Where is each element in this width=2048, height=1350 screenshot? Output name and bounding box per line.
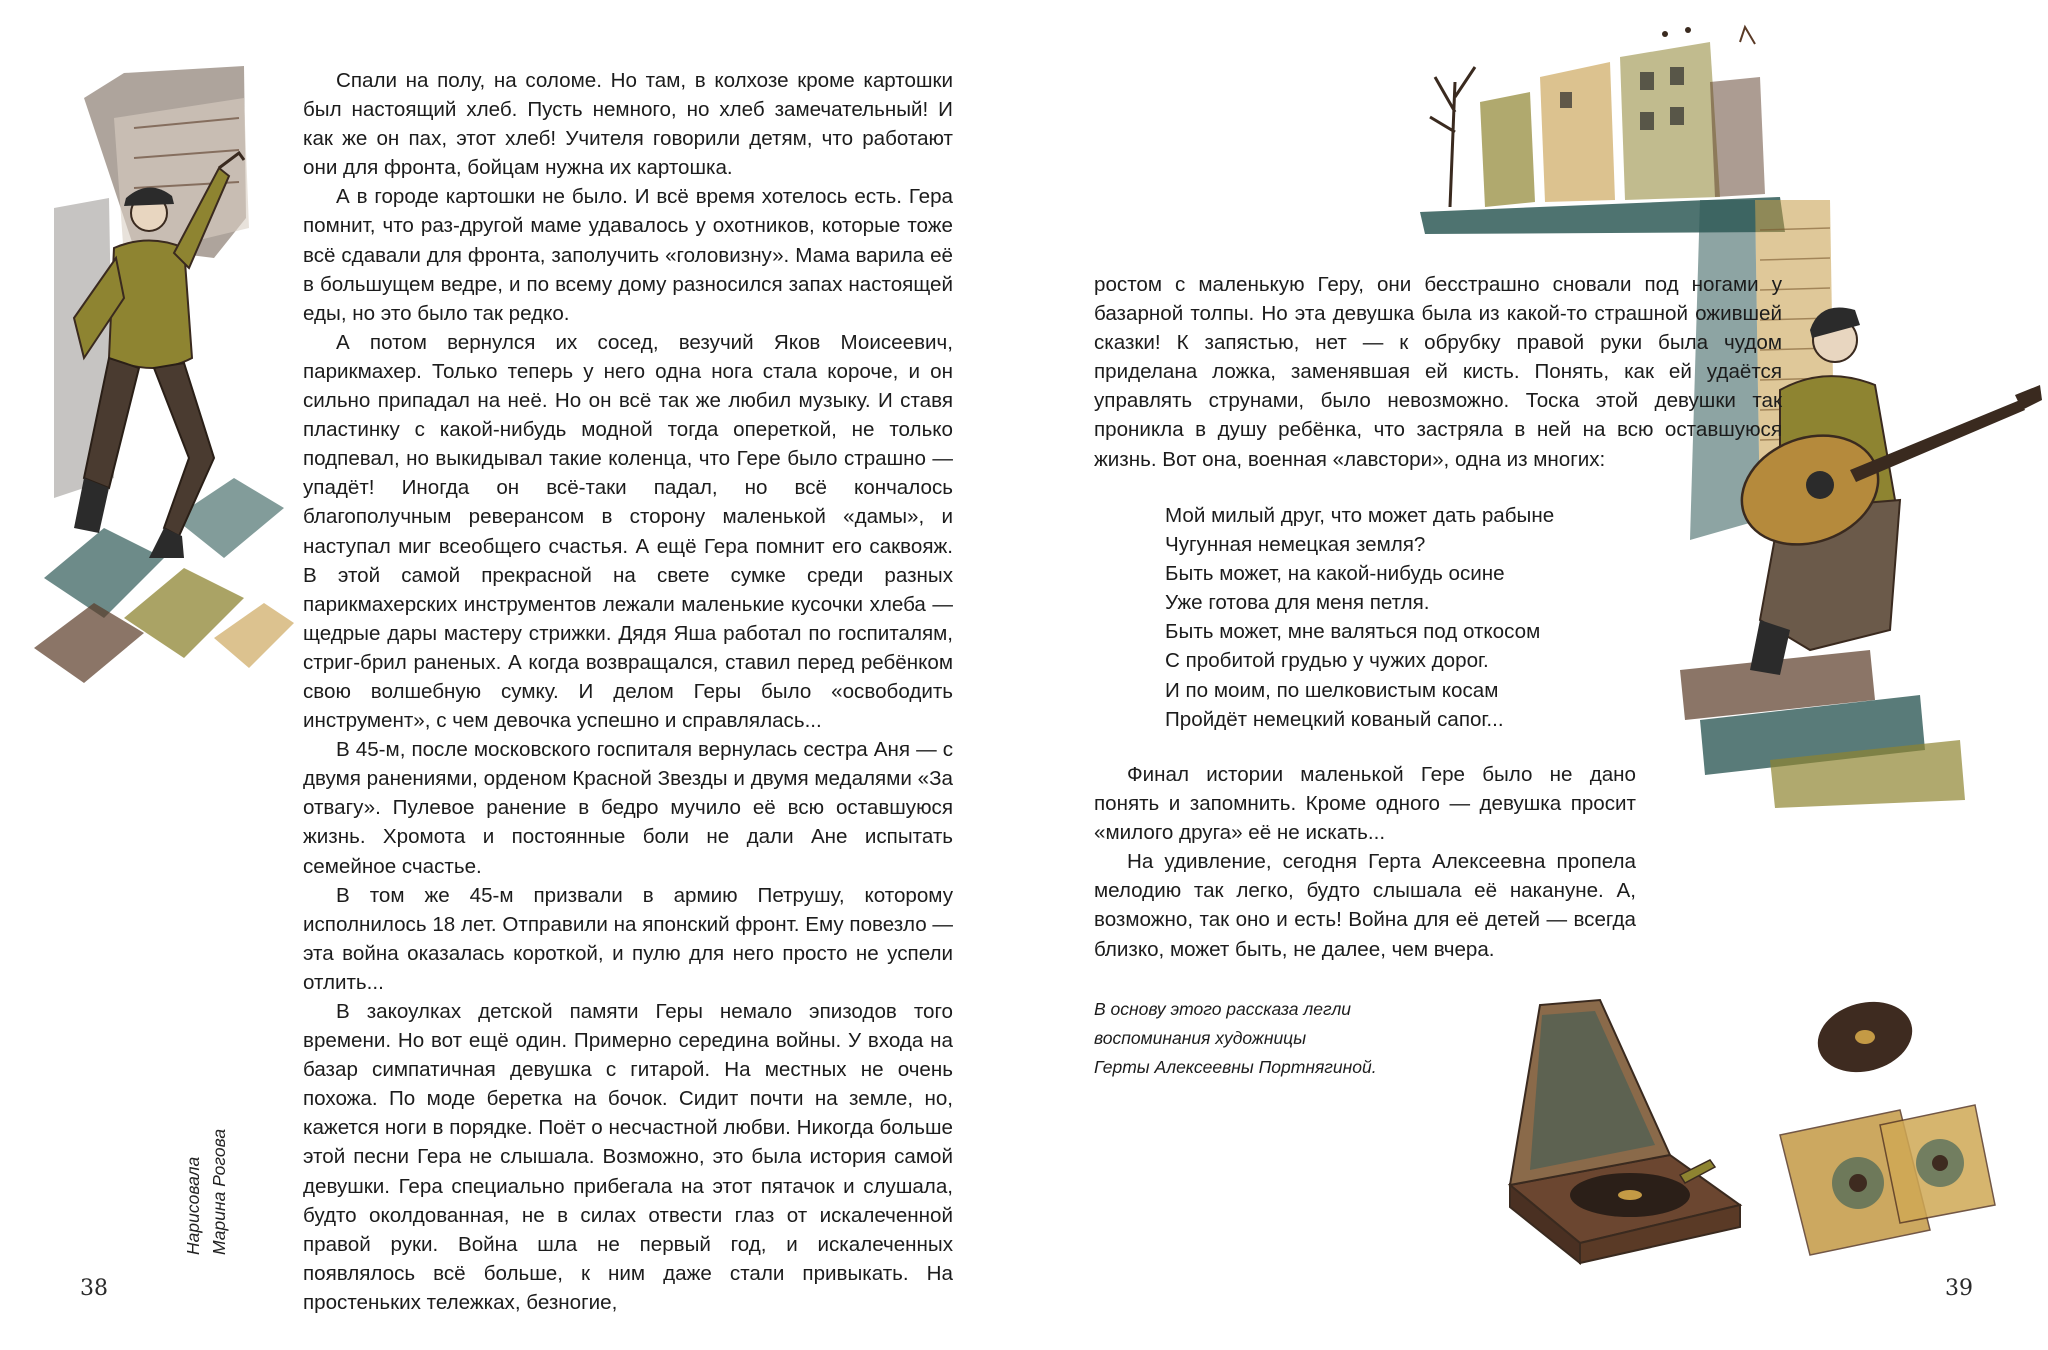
- finale-text: [1094, 760, 1636, 964]
- paragraph: ростом с маленькую Геру, они бесстрашно сновали под ногами у базарной толпы. Но эта девушка была из какой-то страшной ожившей сказки! К запястью, нет — к обрубку правой руки была чудом приделана ложка, заменявшая ей кисть. Понять, как ей удаётся управлять струнами, было невозможно. Тоска этой девушки так проникла в душу ребёнка, что застряла в ней на всю оставшуюся жизнь. Вот она, военная «лавстори», одна из многих:: [1094, 273, 1782, 471]
- poem-line: Чугунная немецкая земля?: [1165, 533, 1426, 557]
- poem-line: Быть может, мне валяться под откосом: [1165, 620, 1541, 644]
- paragraph: На удивление, сегодня Герта Алексеевна пропела мелодию так легко, будто слышала её накануне. А, возможно, так оно и есть! Война для её детей — всегда близко, может быть, не далее, чем вчера.: [1094, 850, 1636, 961]
- paragraph: В 45-м, после московского госпиталя вернулась сестра Аня — с двумя ранениями, орденом Красной Звезды и двумя медалями «За отвагу». Пулевое ранение в бедро мучило её всю оставшуюся жизнь. Хромота и постоянные боли не дали Ане испытать семейное счастье.: [303, 738, 953, 878]
- gramophone-illustration: [1480, 985, 2000, 1265]
- note-line: В основу этого рассказа легли: [1094, 999, 1352, 1019]
- paragraph: Финал истории маленькой Гере было не дано понять и запомнить. Кроме одного — девушка просит «милого друга» её не искать...: [1094, 763, 1636, 845]
- right-page-text: [1094, 270, 1782, 474]
- paragraph: А в городе картошки не было. И всё время хотелось есть. Гера помнит, что раз-другой маме удавалось у охотников, которые тоже всё сдавали для фронта, заполучить «головизну». Мама варила её в большущем ведре, и по всему дому разносился запах настоящей еды, но это было так редко.: [303, 185, 953, 325]
- page-number-left: 38: [80, 1276, 108, 1301]
- dancing-barber-illustration: [14, 58, 294, 688]
- credit-line: Марина Рогова: [209, 1128, 229, 1255]
- poem-line: Мой милый друг, что может дать рабыне: [1165, 504, 1555, 527]
- note-line: Герты Алексеевны Портнягиной.: [1094, 1057, 1377, 1077]
- source-note: [1094, 995, 1514, 1082]
- paragraph: А потом вернулся их сосед, везучий Яков Моисеевич, парикмахер. Только теперь у него одна нога стала короче, и он сильно припадал на неё. Но он всё так же любил музыку. И ставя пластинку с какой-нибудь модной тогда опереткой, не только подпевал, но выкидывал такие коленца, что Гере было страшно — упадёт! Иногда он всё-таки падал, но всё кончалось благополучным реверансом в сторону маленькой «дамы», и наступал миг всеобщего счастья. А ещё Гера помнит его саквояж. В этой самой прекрасной на свете сумке среди разных парикмахерских инструментов лежали маленькие кусочки хлеба — щедрые дары мастеру стрижки. Дядя Яша работал по госпиталям, стриг-брил раненых. А когда возвращался, ставил перед ребёнком свою волшебную сумку. И делом Геры было «освободить инструмент», с чем девочка успешно и справлялась...: [303, 330, 953, 733]
- page-number-right: 39: [1945, 1276, 1973, 1301]
- note-line: воспоминания художницы: [1094, 1028, 1307, 1048]
- poem-line: И по моим, по шелковистым косам: [1165, 678, 1499, 702]
- poem-line: Уже готова для меня петля.: [1165, 591, 1430, 615]
- poem-line: С пробитой грудью у чужих дорог.: [1165, 649, 1489, 673]
- poem: [1165, 501, 1685, 734]
- paragraph: В том же 45-м призвали в армию Петрушу, которому исполнилось 18 лет. Отправили на японский фронт. Ему повезло — эта война оказалась короткой, и пулю для него просто не успели отлить...: [303, 883, 953, 994]
- illustrator-credit: [180, 1095, 270, 1255]
- left-page-text: [303, 66, 953, 1317]
- credit-line: Нарисовала: [183, 1156, 203, 1255]
- poem-line: Быть может, на какой-нибудь осине: [1165, 562, 1505, 586]
- paragraph: В закоулках детской памяти Геры немало эпизодов того времени. Но вот ещё один. Примерно середина войны. У входа на базар симпатичная девушка с гитарой. На местных не очень похожа. По моде беретка на бочок. Сидит почти на земле, но, кажется ноги в порядке. Поёт о несчастной любви. Никогда больше этой песни Гера не слышала. Возможно, это была история самой девушки. Гера специально прибегала на этот пятачок и слушала, будто околдованная, не в силах отвести глаз от искалеченной правой руки. Война шла не первый год, и искалеченных появлялось всё больше, к ним даже стали привыкать. На простеньких тележках, безногие,: [303, 1000, 953, 1314]
- paragraph: Спали на полу, на соломе. Но там, в колхозе кроме картошки был настоящий хлеб. Пусть немного, но хлеб замечательный! И как же он пах, этот хлеб! Учителя говорили детям, что работают они для фронта, бойцам нужна их картошка.: [303, 69, 953, 180]
- poem-line: Пройдёт немецкий кованый сапог...: [1165, 707, 1504, 731]
